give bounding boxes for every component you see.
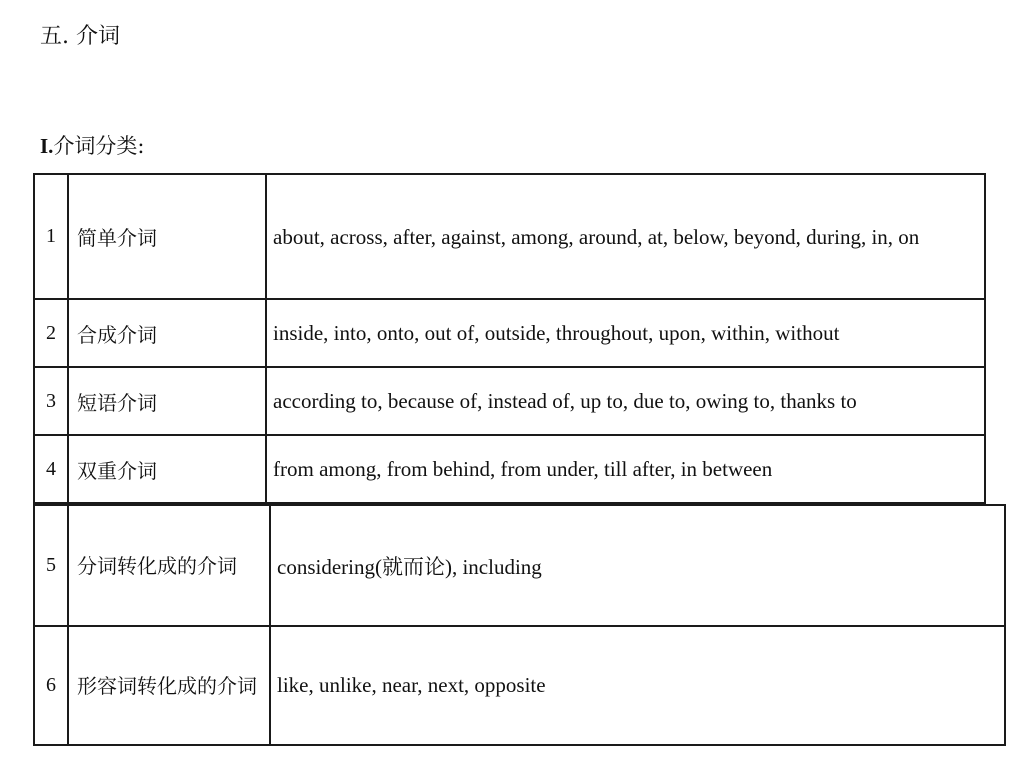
preposition-table-lower <box>33 504 1006 746</box>
category-cell: 短语介词 <box>68 367 266 435</box>
prepositions-cell: according to, because of, instead of, up to, due to, owing to, thanks to <box>266 367 985 435</box>
table-row <box>34 367 985 435</box>
row-number: 2 <box>34 299 68 367</box>
prepositions-cell: about, across, after, against, among, around, at, below, beyond, during, in, on <box>266 174 985 299</box>
subsection-number: I. <box>40 134 54 158</box>
prepositions-cell: from among, from behind, from under, till after, in between <box>266 435 985 503</box>
table-row <box>34 299 985 367</box>
category-cell: 合成介词 <box>68 299 266 367</box>
subsection-heading <box>40 131 145 161</box>
subsection-title: 介词分类: <box>53 134 145 158</box>
row-number: 1 <box>34 174 68 299</box>
row-number: 5 <box>34 505 68 626</box>
category-cell: 简单介词 <box>68 174 266 299</box>
category-cell: 分词转化成的介词 <box>68 505 270 626</box>
row-number: 6 <box>34 626 68 745</box>
prepositions-cell: considering(就而论), including <box>270 505 1005 626</box>
row-number: 4 <box>34 435 68 503</box>
preposition-table-upper <box>33 173 986 504</box>
table-row <box>34 626 1005 745</box>
category-cell: 双重介词 <box>68 435 266 503</box>
table-row <box>34 435 985 503</box>
category-cell: 形容词转化成的介词 <box>68 626 270 745</box>
section-heading: 五. 介词 <box>40 24 120 49</box>
row-number: 3 <box>34 367 68 435</box>
table-row <box>34 174 985 299</box>
prepositions-cell: inside, into, onto, out of, outside, throughout, upon, within, without <box>266 299 985 367</box>
prepositions-cell: like, unlike, near, next, opposite <box>270 626 1005 745</box>
table-row <box>34 505 1005 626</box>
